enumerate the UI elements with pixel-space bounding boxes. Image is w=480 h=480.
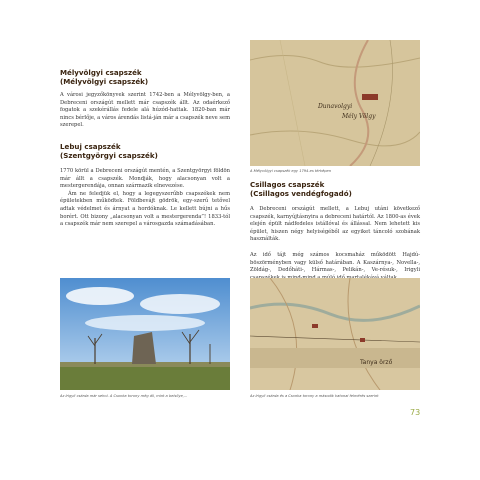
section-subtitle-text: (Csillagos vendégfogadó) (250, 189, 352, 198)
building-marker (362, 94, 378, 100)
survey-map-drawing (250, 278, 420, 390)
paragraph: A városi jegyzőkönyvek szerint 1742-ben a Mélyvölgy-ben, a Debreceni országút mellett már csapszék állt. Az odaérkező fogatok a szekérállás fedele alá húzód-hattak. 1820-ban már nincs bérlője, a város árendás listá-ján már a csapszék neve sem szerepel. (60, 92, 231, 129)
paragraph: 1770 körül a Debreceni országút mentén, a Szentgyörgyi földön már állt a csapszék. Mondják, hogy alacsonyan volt a mestergerendája, onnan származik elnevezése. (60, 167, 230, 190)
section-title-melyvolgyi (60, 68, 230, 86)
right-column (250, 180, 420, 282)
paragraph: Ám ne feledjük el, hogy a legegyszerűbb csapszékek nem épületekben működtek. Földbevájt gödrök, egy-szerű tetővel adtak védelmet és árnyat a hordóknak. Le kellett bújni a hűs borért. Ott bizony „alacsonyan volt a mestergerenda”! 1833-tól a csapszék már nem szerepel a városgazda számadásában. (60, 190, 230, 228)
map-label-1: Dunavolgyi (318, 103, 353, 110)
section-title-text: Lebuj csapszék (60, 141, 121, 151)
map-label-tanya: Tanya örző (360, 359, 393, 366)
map-image-military-survey (250, 278, 420, 390)
section-title-text: Csillagos csapszék (250, 180, 325, 189)
map-label-2: Mély Völgy (342, 113, 376, 120)
tower-photo (60, 278, 230, 390)
section-subtitle-text: (Mélyvölgyi csapszék) (60, 77, 149, 86)
paragraph: Az idő tájt még számos kocsmaház működött Hajdú-böszörményben vagy külső határában. A Kaszárnya-, Novella-, Zöldág-, Dedőháti-, Hármas-, Pelikán-, Ve-résuk-, Irigyli (250, 251, 420, 274)
map-caption-bottom: Az Irigyli csárda és a Csonka torony a második katonai felmérés szerint (250, 394, 379, 398)
map-caption-top: A Mélyvölgyi csapszék egy 1794-es térképen (250, 169, 332, 173)
map-image-1794 (250, 40, 420, 166)
section-title-lebuj (60, 142, 230, 160)
section-title-text: Mélyvölgyi csapszék (60, 68, 142, 77)
landscape-photo-drawing (60, 278, 230, 390)
section-title-csillagos (250, 180, 420, 198)
photo-caption: Az Irigyli csárda már sehol. A Csonka torony még áll, mint a belsőye,... (60, 394, 188, 398)
tower-shape (132, 332, 156, 364)
section-subtitle-text: (Szentgyörgyi csapszék) (60, 150, 158, 160)
left-column (60, 68, 230, 229)
old-map-drawing (250, 40, 420, 166)
page-number: 73 (410, 408, 421, 417)
paragraph: A Debreceni országút mellett, a Lebuj utáni következő csapszék, karnyújtásnyira a debreceni határtól. Az 1800-as évek elején épült nádfedeles istállóval és állással. Nem lehetett kis épület, hiszen négy helyiségéből az egyiket táncoló szobának használták. (250, 206, 420, 243)
